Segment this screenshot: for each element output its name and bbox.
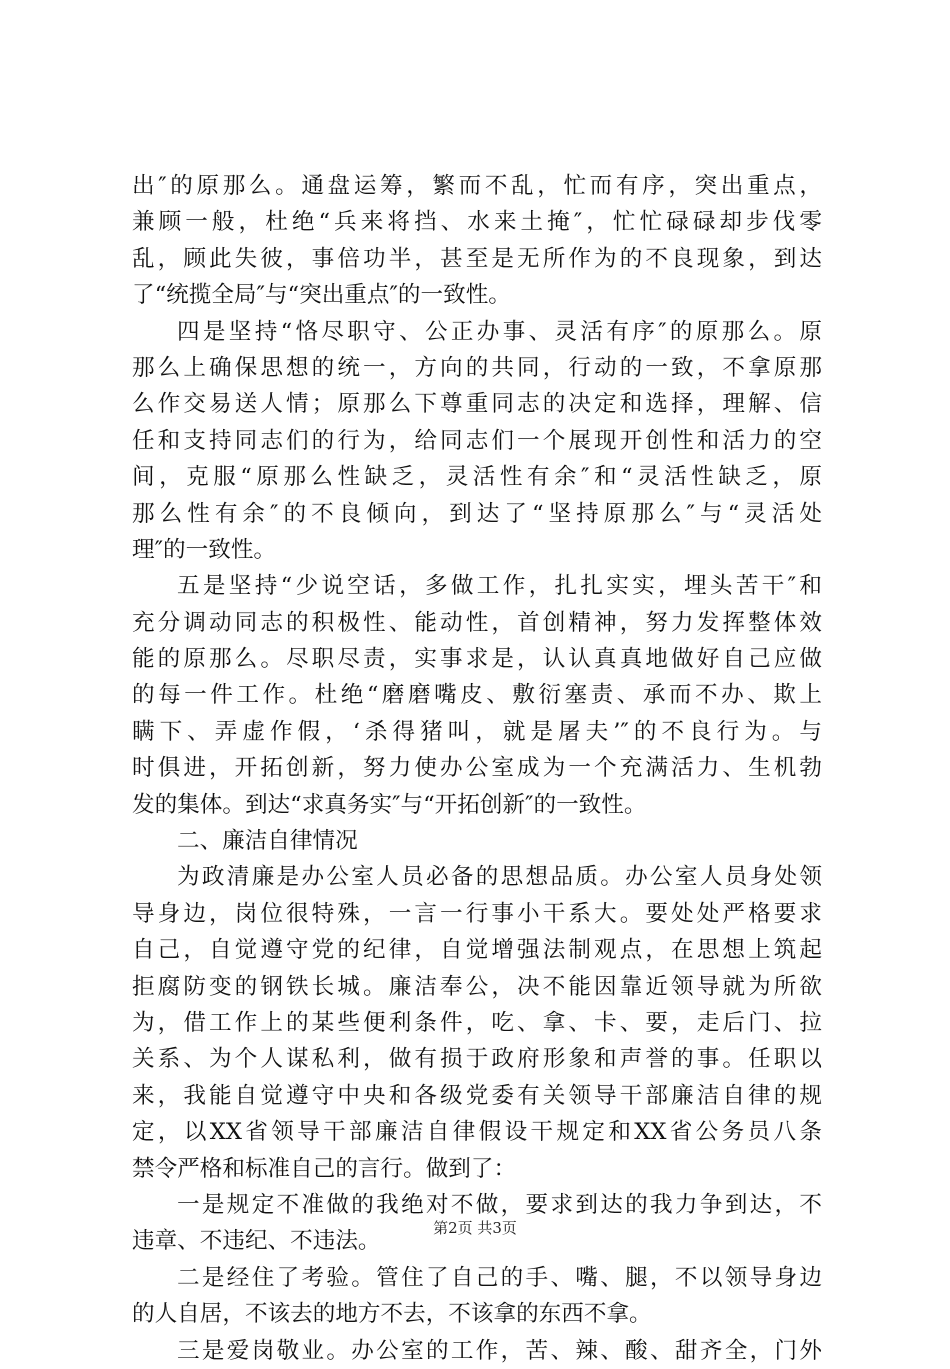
text-line: 兼顾一般，杜绝“兵来将挡、水来土掩″，忙忙碌碌却步伐零 [132,209,822,236]
text-line: 时俱进，开拓创新，努力使办公室成为一个充满活力、生机勃 [132,755,822,782]
text-line: 了“统揽全局″与“突出重点″的一致性。 [132,282,511,309]
text-line: 二、廉洁自律情况 [177,828,358,855]
text-line: 出″的原那么。通盘运筹，繁而不乱，忙而有序，突出重点， [132,173,822,199]
text-line: 禁令严格和标准自己的言行。做到了： [132,1155,517,1182]
text-line: 五是坚持“少说空话，多做工作，扎扎实实，埋头苦干″和 [177,573,822,600]
text-line: 那么性有余″的不良倾向，到达了“坚持原那么″与“灵活处 [132,500,822,527]
text-line: 四是坚持“恪尽职守、公正办事、灵活有序″的原那么。原 [177,318,822,345]
text-line: 三是爱岗敬业。办公室的工作，苦、辣、酸、甜齐全，门外 [177,1337,822,1364]
text-line: 定，以XX省领导干部廉洁自律假设干规定和XX省公务员八条 [132,1119,822,1146]
text-line: 瞒下、弄虚作假，‘杀得猪叫，就是屠夫’″的不良行为。与 [132,718,822,745]
text-line: 任和支持同志们的行为，给同志们一个展现开创性和活力的空 [132,427,822,454]
text-line: 自己，自觉遵守党的纪律，自觉增强法制观点，在思想上筑起 [132,937,822,964]
page-footer: 第2页 共3页 [433,1219,517,1237]
text-line: 的人自居，不该去的地方不去，不该拿的东西不拿。 [132,1301,652,1328]
text-line: 能的原那么。尽职尽责，实事求是，认认真真地做好自己应做 [132,646,822,673]
text-line: 么作交易送人情；原那么下尊重同志的决定和选择，理解、信 [132,391,822,418]
text-line: 一是规定不准做的我绝对不做，要求到达的我力争到达，不 [177,1191,822,1218]
text-line: 发的集体。到达“求真务实″与“开拓创新″的一致性。 [132,791,647,818]
text-line: 乱，顾此失彼，事倍功半，甚至是无所作为的不良现象，到达 [132,245,822,272]
document-body [132,168,822,1369]
text-line: 为政清廉是办公室人员必备的思想品质。办公室人员身处领 [177,864,822,891]
text-line: 理″的一致性。 [132,536,277,563]
text-line: 关系、为个人谋私利，做有损于政府形象和声誉的事。任职以 [132,1046,822,1073]
text-line: 的每一件工作。杜绝“磨磨嘴皮、敷衍塞责、承而不办、欺上 [132,682,822,709]
text-line: 二是经住了考验。管住了自己的手、嘴、腿，不以领导身边 [177,1264,822,1291]
text-line: 间，克服“原那么性缺乏，灵活性有余″和“灵活性缺乏，原 [132,464,822,491]
text-line: 充分调动同志的积极性、能动性，首创精神，努力发挥整体效 [132,609,822,636]
text-line: 违章、不违纪、不违法。 [132,1228,381,1255]
text-line: 拒腐防变的钢铁长城。廉洁奉公，决不能因靠近领导就为所欲 [132,973,822,1000]
text-line: 导身边，岗位很特殊，一言一行事小干系大。要处处严格要求 [132,900,822,927]
text-line: 为，借工作上的某些便利条件，吃、拿、卡、要，走后门、拉 [132,1009,822,1036]
text-line: 那么上确保思想的统一，方向的共同，行动的一致，不拿原那 [132,354,822,381]
text-line: 来，我能自觉遵守中央和各级党委有关领导干部廉洁自律的规 [132,1082,822,1109]
